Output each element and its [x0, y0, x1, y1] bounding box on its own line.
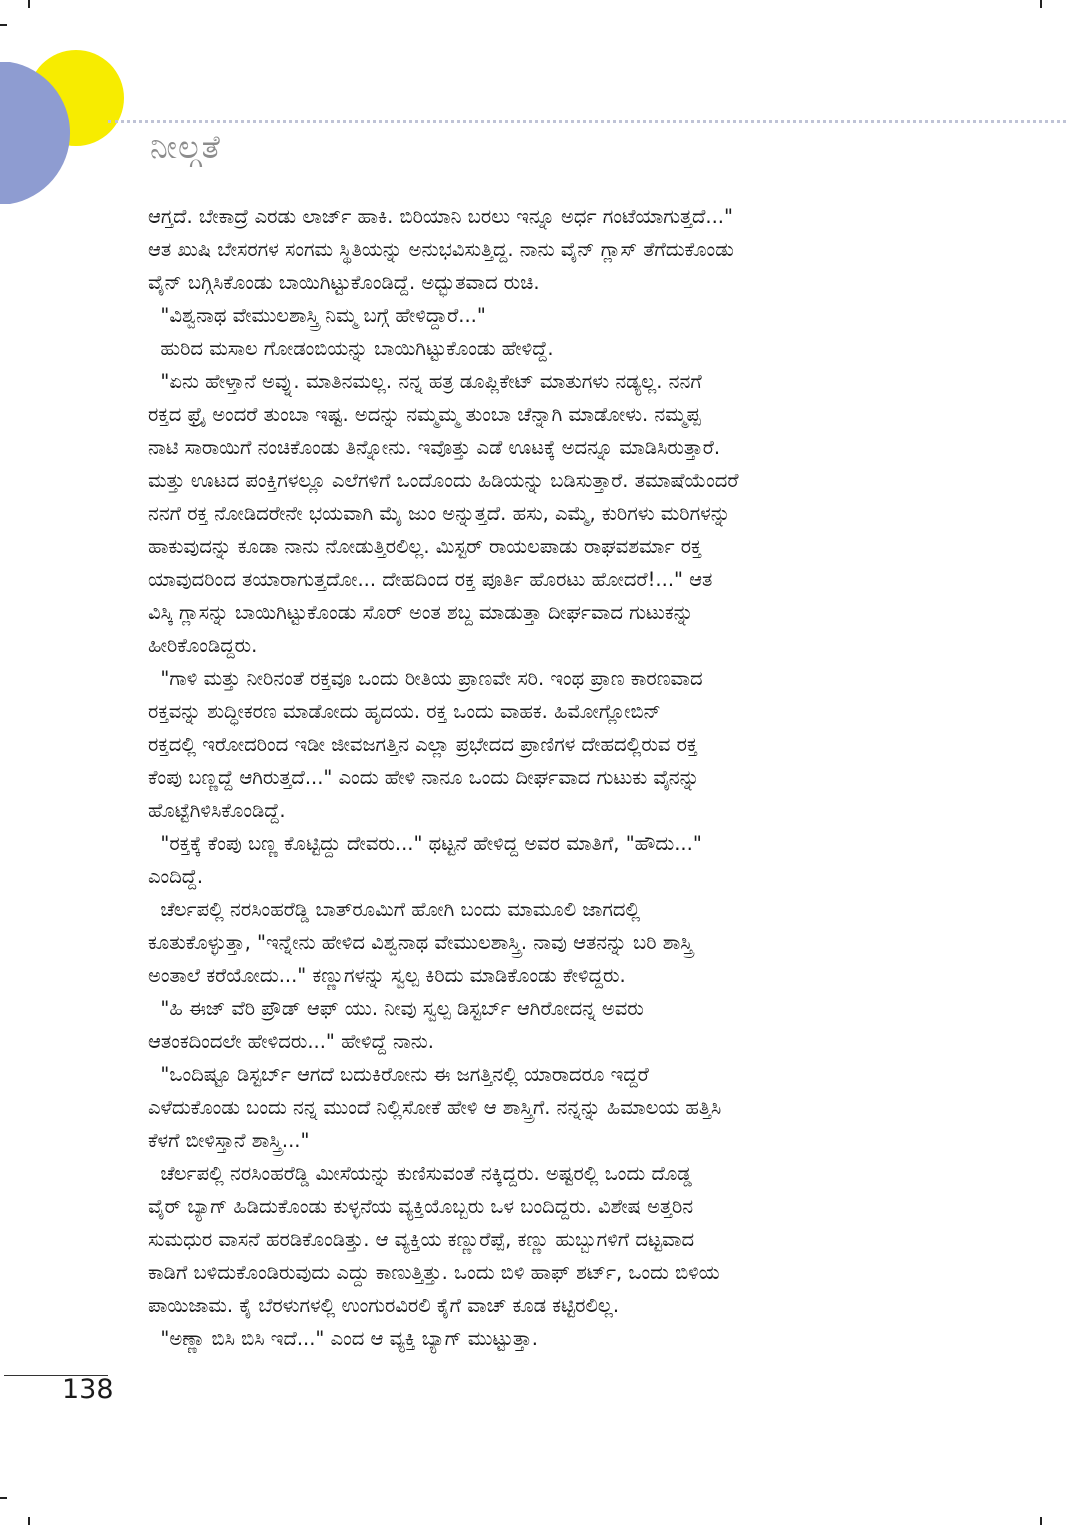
text-line: ಆಗ್ತದೆ. ಬೇಕಾದ್ರೆ ಎರಡು ಲಾರ್ಜ್ ಹಾಕಿ. ಬಿರಿಯಾನಿ ಬರಲು ಇನ್ನೂ ಅರ್ಧ ಗಂಟೆಯಾಗುತ್ತದೆ..."	[148, 205, 733, 228]
text-line: ಚೆರ್ಲಪಲ್ಲಿ ನರಸಿಂಹರೆಡ್ಡಿ ಮೀಸೆಯನ್ನು ಕುಣಿಸುವಂತೆ ನಕ್ಕಿದ್ದರು. ಅಷ್ಟರಲ್ಲಿ ಒಂದು ದೊಡ್ಡ	[148, 1162, 692, 1185]
crop-mark-bottom-right	[1040, 1517, 1042, 1525]
text-line: ಯಾವುದರಿಂದ ತಯಾರಾಗುತ್ತದೋ... ದೇಹದಿಂದ ರಕ್ತ ಪೂರ್ತಿ ಹೊರಟು ಹೋದರೆ!..." ಆತ	[148, 568, 713, 591]
text-line: ವೈನ್ ಬಗ್ಗಿಸಿಕೊಂಡು ಬಾಯಿಗಿಟ್ಟುಕೊಂಡಿದ್ದೆ. ಅದ್ಭುತವಾದ ರುಚಿ.	[148, 271, 540, 294]
page-number: 138	[62, 1374, 114, 1405]
crop-mark-bottom-left	[28, 1517, 30, 1525]
crop-mark-top-right	[1040, 0, 1042, 8]
text-line: ಹೊಟ್ಟೆಗಿಳಿಸಿಕೊಂಡಿದ್ದೆ.	[148, 799, 286, 822]
text-line: ಕೆಳಗೆ ಬೀಳಿಸ್ತಾನೆ ಶಾಸ್ತ್ರಿ..."	[148, 1129, 310, 1152]
text-line: ರಕ್ತದಲ್ಲಿ ಇರೋದರಿಂದ ಇಡೀ ಜೀವಜಗತ್ತಿನ ಎಲ್ಲಾ ಪ್ರಭೇದದ ಪ್ರಾಣಿಗಳ ದೇಹದಲ್ಲಿರುವ ರಕ್ತ	[148, 733, 698, 756]
text-line: ಸುಮಧುರ ವಾಸನೆ ಹರಡಿಕೊಂಡಿತ್ತು. ಆ ವ್ಯಕ್ತಿಯ ಕಣ್ಣುರೆಪ್ಪೆ, ಕಣ್ಣು ಹುಬ್ಬುಗಳಿಗೆ ದಟ್ಟವಾದ	[148, 1228, 695, 1251]
text-line: "ಒಂದಿಷ್ಟೂ ಡಿಸ್ಟರ್ಬ್ ಆಗದೆ ಬದುಕಿರೋನು ಈ ಜಗತ್ತಿನಲ್ಲಿ ಯಾರಾದರೂ ಇದ್ದರೆ	[148, 1063, 649, 1086]
crop-mark-left-bottom	[0, 1497, 7, 1499]
text-line: "ಅಣ್ಣಾ ಬಿಸಿ ಬಿಸಿ ಇದೆ..." ಎಂದ ಆ ವ್ಯಕ್ತಿ ಬ್ಯಾಗ್ ಮುಟ್ಟುತ್ತಾ.	[148, 1327, 538, 1350]
text-line: "ಹಿ ಈಜ್ ವೆರಿ ಪ್ರೌಡ್ ಆಫ್ ಯು. ನೀವು ಸ್ವಲ್ಪ ಡಿಸ್ಟರ್ಬ್ ಆಗಿರೋದನ್ನ ಅವರು	[148, 997, 644, 1020]
text-line: ಚೆರ್ಲಪಲ್ಲಿ ನರಸಿಂಹರೆಡ್ಡಿ ಬಾತ್‌ರೂಮಿಗೆ ಹೋಗಿ ಬಂದು ಮಾಮೂಲಿ ಜಾಗದಲ್ಲಿ	[148, 898, 641, 921]
body-text	[148, 200, 948, 1355]
text-line: ಪಾಯಿಜಾಮ. ಕೈ ಬೆರಳುಗಳಲ್ಲಿ ಉಂಗುರವಿರಲಿ ಕೈಗೆ ವಾಚ್ ಕೂಡ ಕಟ್ಟಿರಲಿಲ್ಲ.	[148, 1294, 620, 1317]
text-line: ಆತ ಖುಷಿ ಬೇಸರಗಳ ಸಂಗಮ ಸ್ಥಿತಿಯನ್ನು ಅನುಭವಿಸುತ್ತಿದ್ದ. ನಾನು ವೈನ್ ಗ್ಲಾಸ್ ತೆಗೆದುಕೊಂಡು	[148, 238, 734, 261]
text-line: ಆತಂಕದಿಂದಲೇ ಹೇಳಿದರು..." ಹೇಳಿದ್ದೆ ನಾನು.	[148, 1030, 434, 1053]
text-line: ನಾಟಿ ಸಾರಾಯಿಗೆ ನಂಚಿಕೊಂಡು ತಿನ್ನೋನು. ಇವೊತ್ತು ಎಡೆ ಊಟಕ್ಕೆ ಅದನ್ನೂ ಮಾಡಿಸಿರುತ್ತಾರೆ.	[148, 436, 721, 459]
text-line: "ರಕ್ತಕ್ಕೆ ಕೆಂಪು ಬಣ್ಣ ಕೊಟ್ಟಿದ್ದು ದೇವರು..." ಥಟ್ಟನೆ ಹೇಳಿದ್ದ ಅವರ ಮಾತಿಗೆ, "ಹೌದು..."	[148, 832, 702, 855]
text-line: ಅಂತಾಲೆ ಕರೆಯೋದು..." ಕಣ್ಣುಗಳನ್ನು ಸ್ವಲ್ಪ ಕಿರಿದು ಮಾಡಿಕೊಂಡು ಕೇಳಿದ್ದರು.	[148, 964, 626, 987]
text-line: ಹುರಿದ ಮಸಾಲ ಗೋಡಂಬಿಯನ್ನು ಬಾಯಿಗಿಟ್ಟುಕೊಂಡು ಹೇಳಿದ್ದೆ.	[148, 337, 554, 360]
text-line: ವೈರ್ ಬ್ಯಾಗ್ ಹಿಡಿದುಕೊಂಡು ಕುಳ್ಳನೆಯ ವ್ಯಕ್ತಿಯೊಬ್ಬರು ಒಳ ಬಂದಿದ್ದರು. ವಿಶೇಷ ಅತ್ತರಿನ	[148, 1195, 694, 1218]
text-line: ಕಾಡಿಗೆ ಬಳಿದುಕೊಂಡಿರುವುದು ಎದ್ದು ಕಾಣುತ್ತಿತ್ತು. ಒಂದು ಬಿಳಿ ಹಾಫ್ ಶರ್ಟ್, ಒಂದು ಬಿಳಿಯ	[148, 1261, 720, 1284]
text-line: ಕೂತುಕೊಳ್ಳುತ್ತಾ, "ಇನ್ನೇನು ಹೇಳಿದ ವಿಶ್ವನಾಥ ವೇಮುಲಶಾಸ್ತ್ರಿ. ನಾವು ಆತನನ್ನು ಬರಿ ಶಾಸ್ತ್ರಿ	[148, 931, 693, 954]
text-line: ರಕ್ತವನ್ನು ಶುದ್ಧೀಕರಣ ಮಾಡೋದು ಹೃದಯ. ರಕ್ತ ಒಂದು ವಾಹಕ. ಹಿಮೋಗ್ಲೋಬಿನ್	[148, 700, 661, 723]
text-line: ಕೆಂಪು ಬಣ್ಣದ್ದೆ ಆಗಿರುತ್ತದೆ..." ಎಂದು ಹೇಳಿ ನಾನೂ ಒಂದು ದೀರ್ಘವಾದ ಗುಟುಕು ವೈನನ್ನು	[148, 766, 700, 789]
header-dotted-rule	[108, 120, 1066, 123]
text-line: "ಏನು ಹೇಳ್ತಾನೆ ಅವ್ನು. ಮಾತಿನಮಲ್ಲ. ನನ್ನ ಹತ್ರ ಡೂಪ್ಲಿಕೇಟ್ ಮಾತುಗಳು ನಡ್ಯಲ್ಲ. ನನಗೆ	[148, 370, 702, 393]
text-line: ರಕ್ತದ ಫ್ರೈ ಅಂದರೆ ತುಂಬಾ ಇಷ್ಟ. ಅದನ್ನು ನಮ್ಮಮ್ಮ ತುಂಬಾ ಚೆನ್ನಾಗಿ ಮಾಡೋಳು. ನಮ್ಮಪ್ಪ	[148, 403, 701, 426]
text-line: ಎಳೆದುಕೊಂಡು ಬಂದು ನನ್ನ ಮುಂದೆ ನಿಲ್ಲಿಸೋಕೆ ಹೇಳಿ ಆ ಶಾಸ್ತ್ರಿಗೆ. ನನ್ನನ್ನು ಹಿಮಾಲಯ ಹತ್ತಿಸಿ	[148, 1096, 722, 1119]
text-line: ವಿಸ್ಕಿ ಗ್ಲಾಸನ್ನು ಬಾಯಿಗಿಟ್ಟುಕೊಂಡು ಸೊರ್ ಅಂತ ಶಬ್ದ ಮಾಡುತ್ತಾ ದೀರ್ಘವಾದ ಗುಟುಕನ್ನು	[148, 601, 694, 624]
header-decoration	[0, 0, 130, 210]
text-line: ನನಗೆ ರಕ್ತ ನೋಡಿದರೇನೇ ಭಯವಾಗಿ ಮೈ ಜುಂ ಅನ್ನುತ್ತದೆ. ಹಸು, ಎಮ್ಮೆ, ಕುರಿಗಳು ಮರಿಗಳನ್ನು	[148, 502, 731, 525]
text-line: ಮತ್ತು ಊಟದ ಪಂಕ್ತಿಗಳಲ್ಲೂ ಎಲೆಗಳಿಗೆ ಒಂದೊಂದು ಹಿಡಿಯನ್ನು ಬಡಿಸುತ್ತಾರೆ. ತಮಾಷೆಯೆಂದರೆ	[148, 469, 739, 492]
text-line: ಎಂದಿದ್ದೆ.	[148, 865, 204, 888]
text-line: "ಗಾಳಿ ಮತ್ತು ನೀರಿನಂತೆ ರಕ್ತವೂ ಒಂದು ರೀತಿಯ ಪ್ರಾಣವೇ ಸರಿ. ಇಂಥ ಪ್ರಾಣ ಕಾರಣವಾದ	[148, 667, 703, 690]
text-line: ಹಾಕುವುದನ್ನು ಕೂಡಾ ನಾನು ನೋಡುತ್ತಿರಲಿಲ್ಲ. ಮಿಸ್ಟರ್ ರಾಯಲಪಾಡು ರಾಘವಶರ್ಮಾ ರಕ್ತ	[148, 535, 702, 558]
page-title: ನೀಲ್ಗತೆ	[150, 128, 221, 166]
text-line: ಹೀರಿಕೊಂಡಿದ್ದರು.	[148, 634, 258, 657]
text-line: "ವಿಶ್ವನಾಥ ವೇಮುಲಶಾಸ್ತ್ರಿ ನಿಮ್ಮ ಬಗ್ಗೆ ಹೇಳಿದ್ದಾರೆ..."	[148, 304, 486, 327]
